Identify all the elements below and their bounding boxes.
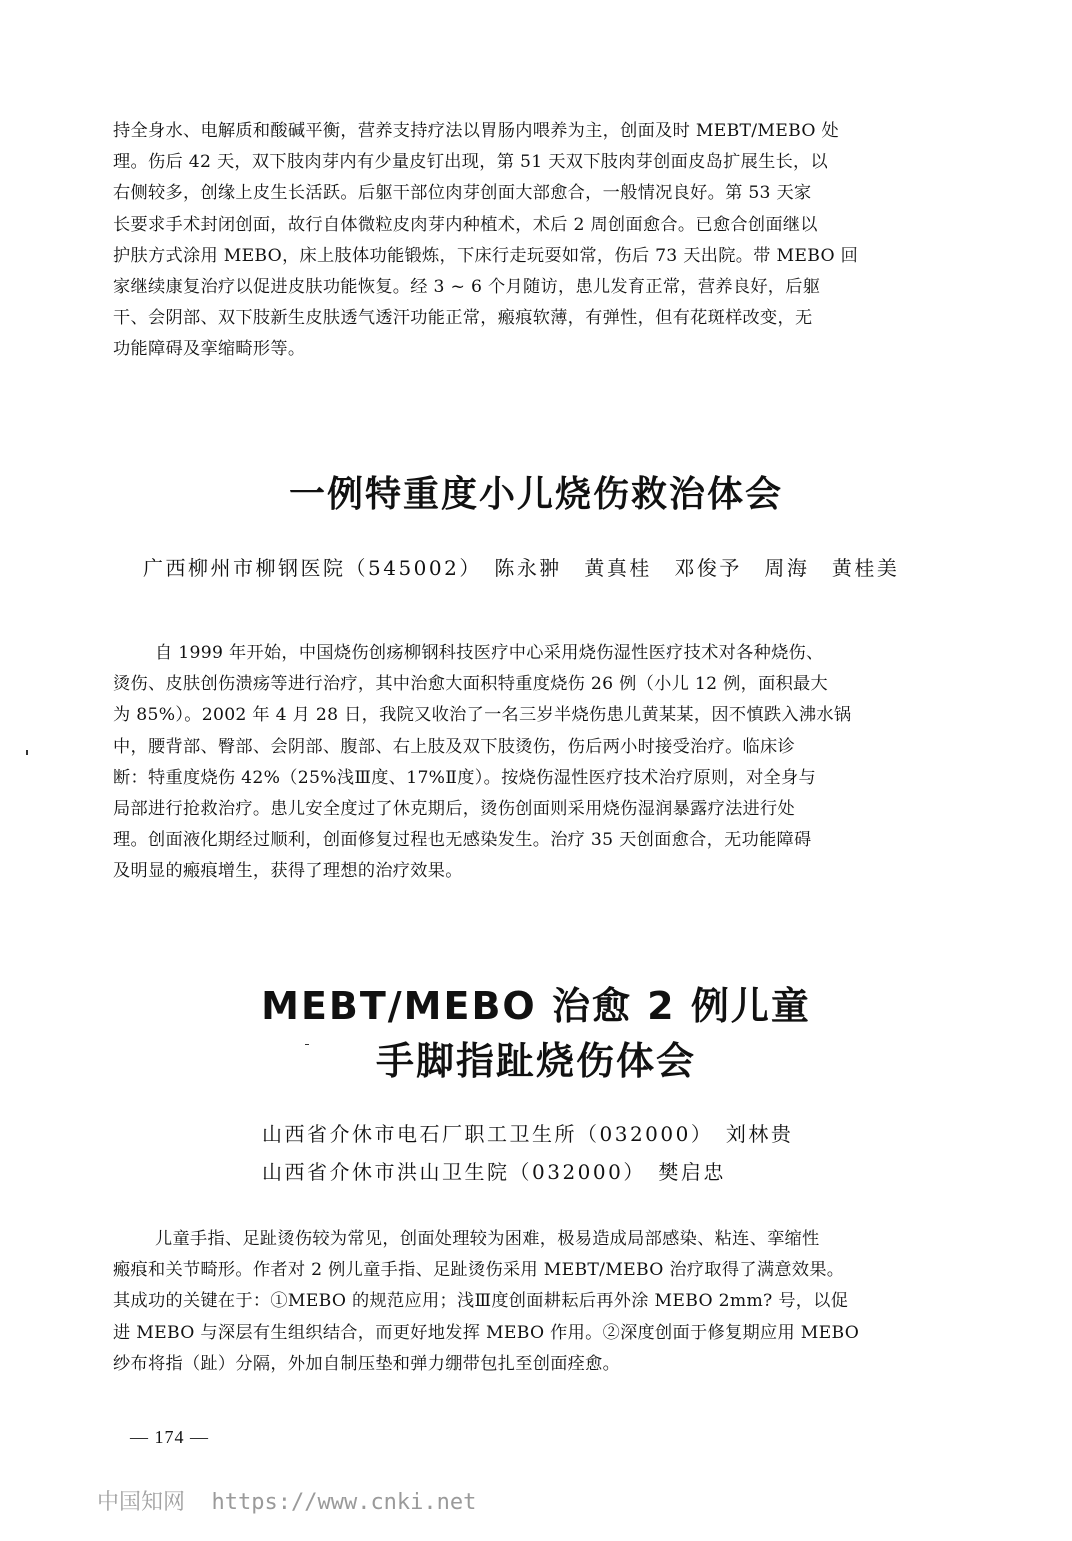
text-line: 持全身水、电解质和酸碱平衡，营养支持疗法以胃肠内喂养为主，创面及时 MEBT/MEBO 处	[113, 121, 840, 141]
text-line: 断：特重度烧伤 42%（25%浅Ⅲ度、17%Ⅱ度）。按烧伤湿性医疗技术治疗原则，对全身与	[113, 767, 816, 788]
text-line: 右侧较多，创缘上皮生长活跃。后躯干部位肉芽创面大部愈合，一般情况良好。第 53 天家	[113, 183, 812, 204]
text-line: 瘢痕和关节畸形。作者对 2 例儿童手指、足趾烫伤采用 MEBT/MEBO 治疗取得了满意效果。	[113, 1260, 845, 1281]
text-line: 儿童手指、足趾烫伤较为常见，创面处理较为困难，极易造成局部感染、粘连、挛缩性	[155, 1229, 820, 1249]
article3-title-line1: MEBT/MEBO 治愈 2 例儿童	[261, 984, 811, 1028]
text-line: 家继续康复治疗以促进皮肤功能恢复。经 3 ~ 6 个月随访，患儿发育正常，营养良好，后躯	[113, 277, 821, 298]
article2-paragraph	[113, 638, 981, 888]
watermark-cn-text: 中国知网	[96, 1490, 185, 1515]
watermark-url: https://www.cnki.net	[211, 1490, 477, 1515]
text-line: 及明显的瘢痕增生，获得了理想的治疗效果。	[113, 861, 463, 882]
text-line: 长要求手术封闭创面，故行自体微粒皮肉芽内种植术，术后 2 周创面愈合。已愈合创面继以	[113, 214, 818, 235]
article3-title-line2: 手脚指趾烧伤体会	[375, 1039, 696, 1083]
text-line: 干、会阴部、双下肢新生皮肤透气透汗功能正常，瘢痕软薄，有弹性，但有花斑样改变，无	[113, 308, 813, 329]
cnki-watermark	[44, 1460, 476, 1541]
text-line: 局部进行抢救治疗。患儿安全度过了休克期后，烫伤创面则采用烧伤湿润暴露疗法进行处	[113, 799, 796, 820]
text-line: 中，腰背部、臀部、会阴部、腹部、右上肢及双下肢烫伤，伤后两小时接受治疗。临床诊	[113, 736, 796, 757]
article2-title: 一例特重度小儿烧伤救治体会	[288, 474, 783, 515]
text-line: 理。伤后 42 天，双下肢肉芽内有少量皮钉出现，第 51 天双下肢肉芽创面皮岛扩展生长，以	[113, 152, 829, 173]
article3-byline-2: 山西省介休市洪山卫生院（032000） 樊启忠	[262, 1160, 726, 1184]
page-number: — 174 —	[130, 1427, 209, 1447]
text-line: 纱布将指（趾）分隔，外加自制压垫和弹力绷带包扎至创面痊愈。	[113, 1353, 621, 1374]
article2-byline: 广西柳州市柳钢医院（545002） 陈永翀 黄真桂 邓俊予 周海 黄桂美	[143, 556, 900, 580]
text-line: 其成功的关键在于：①MEBO 的规范应用；浅Ⅲ度创面耕耘后再外涂 MEBO 2mm? 号，以促	[113, 1291, 849, 1312]
scan-speck	[305, 1044, 309, 1045]
text-line: 烫伤、皮肤创伤溃疡等进行治疗，其中治愈大面积特重度烧伤 26 例（小儿 12 例，面积最大	[113, 674, 829, 695]
text-line: 理。创面液化期经过顺利，创面修复过程也无感染发生。治疗 35 天创面愈合，无功能障碍	[113, 830, 812, 851]
text-line: 为 85%）。2002 年 4 月 28 日，我院又收治了一名三岁半烧伤患儿黄某某，因不慎跌入沸水锅	[113, 705, 852, 726]
text-line: 功能障碍及挛缩畸形等。	[113, 339, 306, 360]
text-line: 自 1999 年开始，中国烧伤创疡柳钢科技医疗中心采用烧伤湿性医疗技术对各种烧伤、	[155, 643, 824, 663]
article3-byline-1: 山西省介休市电石厂职工卫生所（032000） 刘林贵	[262, 1122, 794, 1146]
text-line: 护肤方式涂用 MEBO，床上肢体功能锻炼，下床行走玩耍如常，伤后 73 天出院。带 MEBO 回	[113, 245, 859, 266]
article1-paragraph	[113, 116, 981, 366]
text-line: 进 MEBO 与深层有生组织结合，而更好地发挥 MEBO 作用。②深度创面于修复期应用 MEBO	[113, 1322, 860, 1343]
article3-paragraph	[113, 1224, 981, 1380]
scan-speck	[26, 750, 28, 755]
